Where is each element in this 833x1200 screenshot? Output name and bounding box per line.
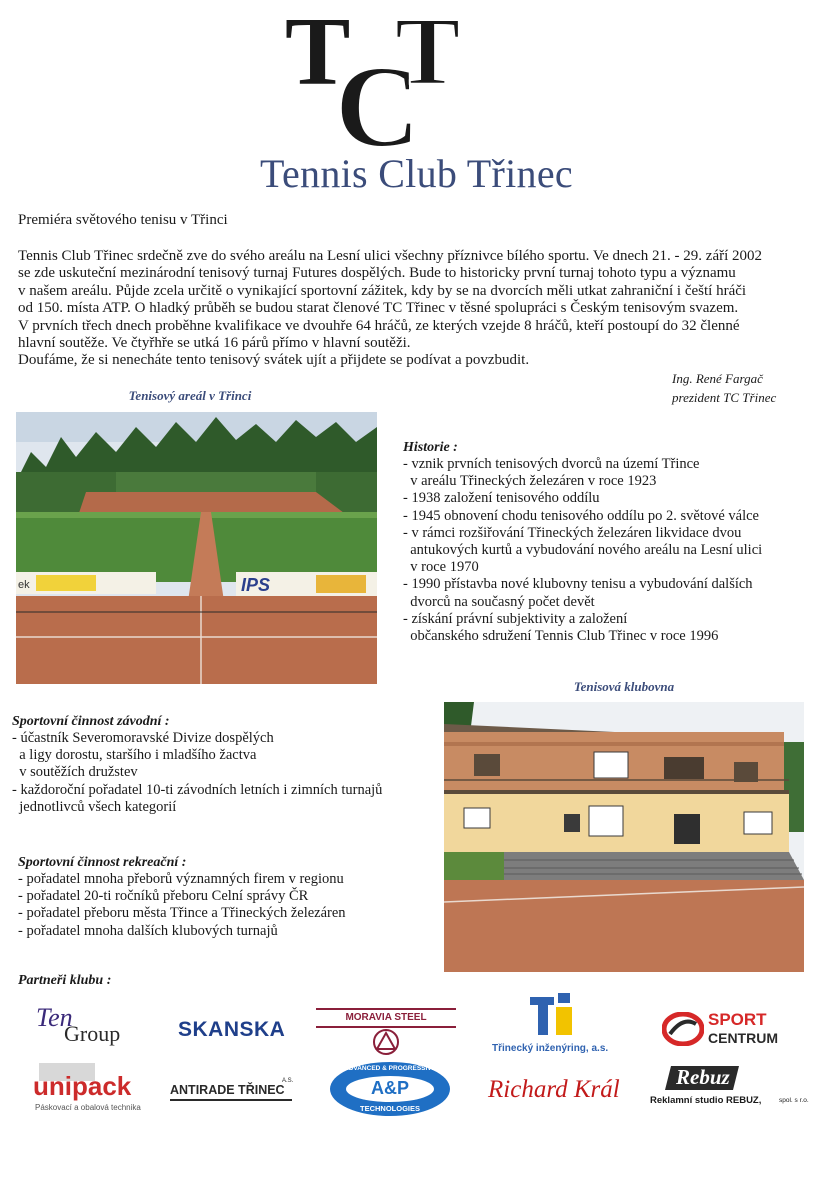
intro-line: hlavní soutěže. Ve čtyřhře se utká 16 párů přímo v hlavní soutěži. <box>18 335 411 352</box>
antirade-name: ANTIRADE TŘINEC <box>170 1083 285 1097</box>
intro-line: V prvních třech dnech proběhne kvalifikace ve dvouhře 64 hráčů, ze kterých vzejde 8 hráčů, kteří postoupí do 32 členné <box>18 317 740 334</box>
list-item: jednotlivců všech kategorií <box>12 798 177 815</box>
logo-letter-t2: T <box>395 10 461 106</box>
tengroup-ten: Ten <box>36 1003 73 1032</box>
ap-bottom-text: TECHNOLOGIES <box>359 1104 420 1113</box>
historie-section <box>403 440 823 645</box>
rebuz-studio: Reklamní studio REBUZ, <box>650 1095 762 1106</box>
intro-line: od 150. místa ATP. O hladký průběh se budou starat členové TC Třinec v těsné spolupráci s Českým tenisovým svazem. <box>18 300 739 317</box>
moravia-steel-logo <box>316 1008 456 1058</box>
unipack-logo <box>33 1063 158 1115</box>
tct-logo <box>285 10 475 160</box>
antirade-logo <box>170 1078 300 1104</box>
intro-line: Tennis Club Třinec srdečně zve do svého areálu na Lesní ulici všechny příznivce bílého sportu. Ve dnech 21. - 29. září 2002 <box>18 248 763 264</box>
club-name: Tennis Club Třinec <box>260 151 573 196</box>
historie-list <box>403 456 823 645</box>
signature-name: Ing. René Fargač <box>672 371 763 386</box>
list-item: - 1945 obnovení chodu tenisového oddílu po 2. světové válce <box>403 507 759 524</box>
rebuz-sro: spol. s r.o. <box>779 1097 809 1104</box>
list-item: a ligy dorostu, staršího i mladšího žactva <box>12 747 257 764</box>
list-item: - pořadatel 20-ti ročníků přeboru Celní správy ČR <box>18 888 309 905</box>
logo-letter-c: C <box>335 41 421 160</box>
list-item: - získání právní subjektivity a založení <box>403 610 628 627</box>
intro-line: Doufáme, že si nenecháte tento tenisový svátek ujít a přijdete se podívat a povzbudit. <box>18 352 530 369</box>
intro-heading: Premiéra světového tenisu v Třinci <box>18 212 228 228</box>
sport-centrum-line2: CENTRUM <box>708 1030 778 1046</box>
sport-zavodni-section <box>12 714 442 816</box>
sport-zavodni-heading: Sportovní činnost závodní : <box>12 714 170 729</box>
sport-zavodni-list <box>12 730 442 816</box>
richard-kral-logo: Richard Král <box>488 1076 620 1103</box>
banner-ek: ek <box>18 579 30 591</box>
antirade-as: A.S. <box>282 1078 294 1084</box>
ap-main-text: A&P <box>370 1078 409 1098</box>
list-item: občanského sdružení Tennis Club Třinec v roce 1996 <box>403 628 719 645</box>
list-item: - pořadatel mnoha přeborů významných firem v regionu <box>18 871 344 887</box>
list-item: - vznik prvních tenisových dvorců na území Třince <box>403 456 700 472</box>
trinecky-inzenyring-logo <box>492 993 632 1059</box>
list-item: - pořadatel mnoha dalších klubových turnajů <box>18 922 278 939</box>
list-item: antukových kurtů a vybudování nového areálu na Lesní ulici <box>403 542 763 559</box>
tennis-courts-photo <box>16 412 377 684</box>
list-item: v soutěžích družstev <box>12 764 138 781</box>
list-item: - 1938 založení tenisového oddílu <box>403 490 600 507</box>
rebuz-name: Rebuz <box>676 1065 730 1089</box>
unipack-name: unipack <box>33 1071 132 1101</box>
skanska-logo: SKANSKA <box>178 1018 286 1041</box>
sport-rekreacni-section <box>18 855 438 940</box>
historie-heading: Historie : <box>403 440 458 455</box>
partners-heading: Partneři klubu : <box>18 973 112 988</box>
intro-line: se zde uskuteční mezinárodní tenisový turnaj Futures dospělých. Bude to historicky první turnaj tohoto typu a významu <box>18 265 736 282</box>
ti-name: Třinecký inženýring, a.s. <box>492 1043 609 1054</box>
tengroup-group: Group <box>64 1021 121 1046</box>
ap-technologies-logo <box>330 1062 452 1120</box>
signature-title: prezident TC Třinec <box>672 390 777 405</box>
tengroup-logo <box>36 1003 146 1053</box>
sport-centrum-line1: SPORT <box>708 1010 767 1029</box>
moravia-steel-emblem-icon <box>372 1028 400 1056</box>
clubhouse-photo <box>444 702 804 972</box>
list-item: - pořadatel přeboru města Třince a Třineckých železáren <box>18 905 346 922</box>
sport-rekreacni-heading: Sportovní činnost rekreační : <box>18 855 187 870</box>
logo-letter-t1: T <box>285 10 351 106</box>
sport-centrum-swirl-icon <box>662 1012 704 1046</box>
intro-text <box>18 248 808 370</box>
sport-rekreacni-list <box>18 871 438 940</box>
list-item: - v rámci rozšiřování Třineckých železáren likvidace dvou <box>403 524 742 541</box>
ti-mark-icon <box>530 993 576 1037</box>
list-item: v roce 1970 <box>403 559 479 576</box>
moravia-steel-name: MORAVIA STEEL <box>316 1008 456 1028</box>
list-item: v areálu Třineckých železáren v roce 1923 <box>403 473 657 490</box>
list-item: - účastník Severomoravské Divize dospělých <box>12 730 274 746</box>
unipack-tagline: Páskovací a obalová technika <box>35 1103 141 1112</box>
sport-centrum-logo <box>662 1008 792 1052</box>
list-item: - 1990 přístavba nové klubovny tenisu a vybudování dalších <box>403 576 753 593</box>
list-item: dvorců na současný počet devět <box>403 593 595 610</box>
klub-photo-caption: Tenisová klubovna <box>573 679 675 694</box>
areal-photo-caption: Tenisový areál v Třinci <box>128 388 252 403</box>
signature <box>672 369 776 407</box>
list-item: - každoroční pořadatel 10-ti závodních letních i zimních turnajů <box>12 781 383 798</box>
banner-ips: IPS <box>241 575 271 595</box>
ap-top-text: ADVANCED & PROGRESSIVE <box>344 1065 436 1072</box>
rebuz-logo <box>650 1062 820 1110</box>
intro-line: v našem areálu. Půjde zcela určitě o vynikající sportovní zážitek, kdy by se na dvorcích měli utkat zahraniční i čeští hráči <box>18 282 747 299</box>
